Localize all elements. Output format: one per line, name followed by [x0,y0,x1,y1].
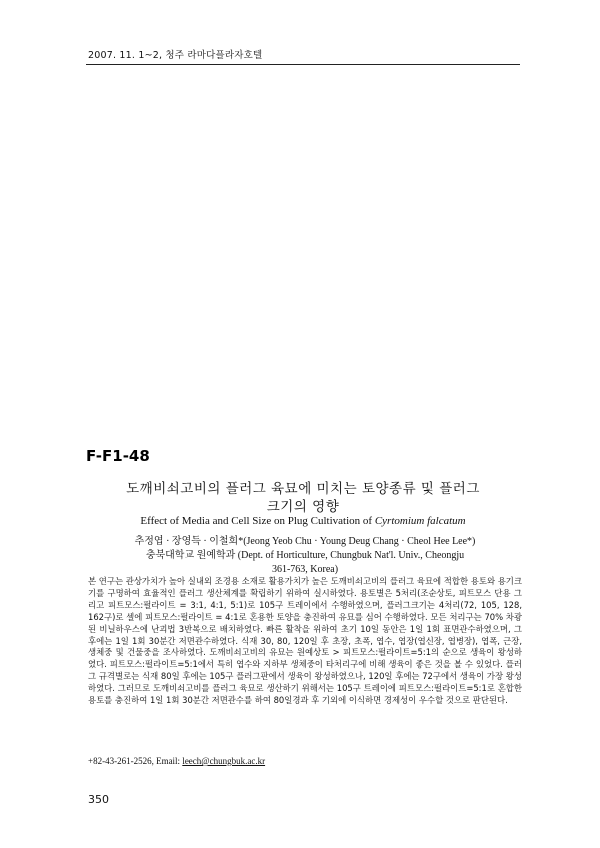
header-rule [86,64,520,65]
page-number: 350 [88,793,109,806]
contact-phone: +82-43-261-2526, Email: [88,756,183,766]
authors-block [90,535,520,577]
korean-title [86,480,520,516]
authors-affiliation: 충북대학교 원예학과 (Dept. of Horticulture, Chungbuk Nat'l. Univ., Cheongju [145,550,465,561]
contact-info [88,756,265,766]
authors-address: 361-763, Korea) [271,564,339,575]
abstract-body: 본 연구는 관상가치가 높아 실내외 조경용 소재로 활용가치가 높은 도깨비쇠고비의 플러그 육묘에 적합한 용토와 용기크기를 구명하여 효율적인 플러그 생산체계를 확립하기 위하여 실시하였다. 용토별은 5처리(조순상토, 피트모스 단용 그리고 피트모스:펄라이트 = 3:1, 4:1, 5:1)로 105구 트레이에서 수행하였으며, 플러그크기는 4처리(72, 105, 128, 162구)로 셀에 피트모스:펄라이트 = 4:1로 혼용한 토양을 충진하여 유묘를 심어 수행하였다. 모든 처리구는 70% 차광된 비닐하우스에 난괴법 3반복으로 배치하였다. 빠른 활착을 위하여 초기 10일 동안은 1일 1회 표면관수하였으며, 그 후에는 1일 1회 30분간 저면관수하였다. 식재 30, 80, 120일 후 초장, 초폭, 엽수, 엽장(엽신장, 엽병장), 엽폭, 근장, 생체중 및 건물중을 조사하였다. 도깨비쇠고비의 유묘는 원예상토 > 피트모스:펄라이트=5:1의 순으로 생육이 왕성하였다. 피트모스:펄라이트=5:1에서 특히 엽수와 지하부 생체중이 타처리구에 비해 생육이 좋은 것을 볼 수 있었다. 플러그 규격별로는 식재 80일 후에는 105구 플러그판에서 생육이 왕성하였으나, 120일 후에는 72구에서 생육이 가장 왕성하였다. 그러므로 도깨비쇠고비를 플러그 육묘로 생산하기 위해서는 105구 트레이에 피트모스:펄라이트=5:1로 혼합한 용토를 충진하여 1일 1회 30분간 저면관수를 하여 80일경과 후 기외에 이식하면 경제성이 우수할 것으로 판단된다. [88,576,522,706]
korean-title-line-2: 크기의 영향 [266,499,340,515]
abstract-code: F-F1-48 [86,447,150,465]
korean-title-line-1: 도깨비쇠고비의 플러그 육묘에 미치는 토양종류 및 플러그 [126,481,480,497]
english-title [86,515,520,527]
species-name: Cyrtomium falcatum [374,515,466,527]
running-head: 2007. 11. 1~2, 청주 라마다플라자호텔 [88,50,263,61]
contact-email[interactable]: leech@chungbuk.ac.kr [182,756,266,766]
english-title-text: Effect of Media and Cell Size on Plug Cultivation of [140,515,375,527]
authors-names: 추정엽 · 장영득 · 이철희*(Jeong Yeob Chu · Young Deug Chang · Cheol Hee Lee*) [134,536,476,547]
